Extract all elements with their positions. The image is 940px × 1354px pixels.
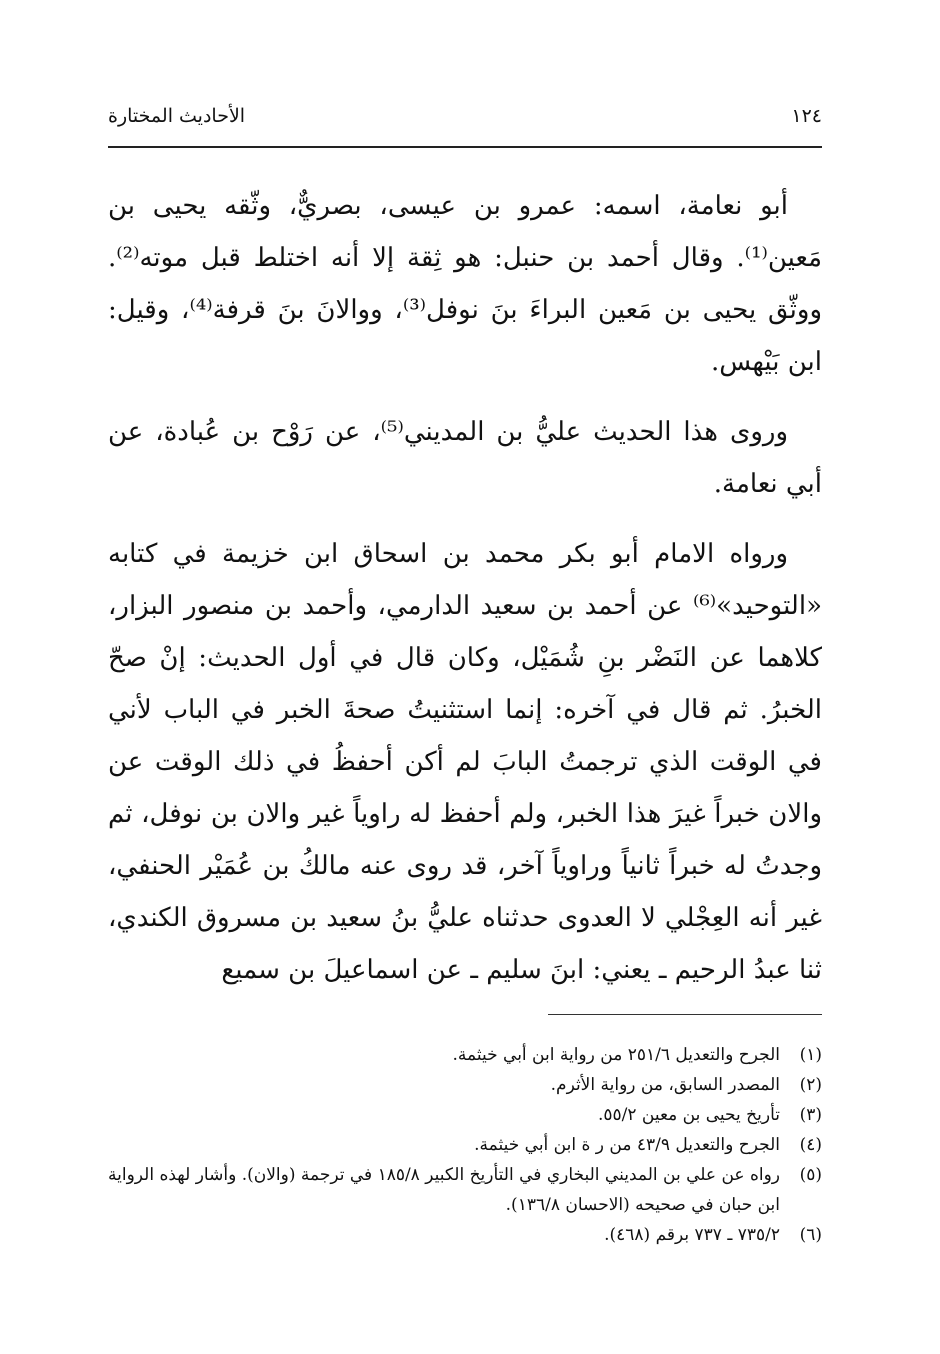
footnote-text: رواه عن علي بن المديني البخاري في التأريخ الكبير ١٨٥/٨ في ترجمة (والان). وأشار لهذه الرواية ابن حبان في صحيحه (الاحسان ١٣٦/٨).: [108, 1165, 780, 1215]
footnote-divider: [548, 1014, 822, 1015]
footnote-number: (٦): [799, 1225, 822, 1245]
paragraph: وروى هذا الحديث عليُّ بن المديني⁽⁵⁾، عن رَوْح بن عُبادة، عن أبي نعامة.: [108, 417, 822, 499]
page-number: ١٢٤: [791, 105, 822, 127]
footnotes: [108, 1040, 822, 1250]
main-text: [108, 180, 822, 1014]
header-divider: [108, 146, 822, 148]
footnote: [108, 1160, 822, 1220]
footnote: [108, 1070, 822, 1100]
footnote-number: (٥): [799, 1165, 822, 1185]
paragraph: أبو نعامة، اسمه: عمرو بن عيسى، بصريٌّ، وثّقه يحيى بن مَعين⁽¹⁾. وقال أحمد بن حنبل: هو ثِقة إلا أنه اختلط قبل موته⁽²⁾. ووثّق يحيى بن مَعين البراءَ بنَ نوفل⁽³⁾، ووالانَ بنَ قرفة⁽⁴⁾، وقيل: ابن بَيْهس.: [108, 191, 823, 377]
footnote-text: تأريخ يحيى بن معين ٥٥/٢.: [597, 1105, 780, 1125]
footnote-text: ٧٣٥/٢ ـ ٧٣٧ برقم (٤٦٨).: [604, 1225, 780, 1245]
page-header: [108, 96, 822, 136]
footnote: [108, 1040, 822, 1070]
footnote-text: المصدر السابق، من رواية الأثرم.: [550, 1075, 780, 1095]
footnote-number: (٣): [799, 1105, 822, 1125]
footnote-text: الجرح والتعديل ٢٥١/٦ من رواية ابن أبي خيثمة.: [452, 1045, 780, 1065]
footnote-text: الجرح والتعديل ٤٣/٩ من ر ة ابن أبي خيثمة.: [474, 1135, 780, 1155]
footnote-number: (٤): [799, 1135, 822, 1155]
paragraph: ورواه الامام أبو بكر محمد بن اسحاق ابن خزيمة في كتابه «التوحيد»⁽⁶⁾ عن أحمد بن سعيد الدارمي، وأحمد بن منصور البزار، كلاهما عن النَضْر بنِ شُمَيْل، وكان قال في أول الحديث: إنْ صحّ الخبرُ. ثم قال في آخره: إنما استثنيتُ صحةَ الخبر في الباب لأني في الوقت الذي ترجمتُ البابَ لم أكن أحفظُ في ذلك الوقت عن والان خبراً غيرَ هذا الخبر، ولم أحفظ له راوياً غير والان بن نوفل، ثم وجدتُ له خبراً ثانياً وراوياً آخر، قد روى عنه مالكُ بن عُمَيْر الحنفي، غير أنه العِجْلي لا العدوى حدثناه عليُّ بنُ سعيد بن مسروق الكندي، ثنا عبدُ الرحيم ـ يعني: ابنَ سليم ـ عن اسماعيلَ بن سميع: [108, 539, 822, 985]
footnote-number: (١): [799, 1045, 822, 1065]
footnote: [108, 1100, 822, 1130]
footnote: [108, 1220, 822, 1250]
running-title: الأحاديث المختارة: [108, 105, 246, 127]
footnote-number: (٢): [799, 1075, 822, 1095]
footnote: [108, 1130, 822, 1160]
